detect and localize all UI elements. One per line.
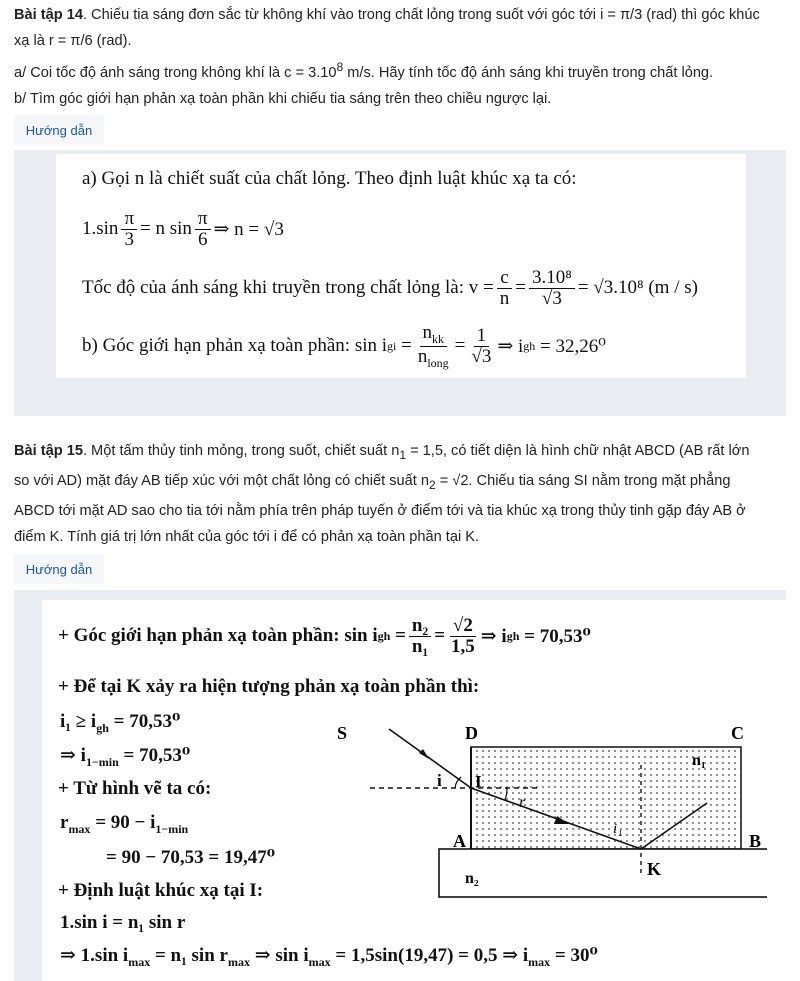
sol15-step8: + Định luật khúc xạ tại I: xyxy=(58,880,264,901)
sol15-step6: $r_{max} = 90 - i_{1-min}$ xyxy=(60,812,189,836)
label-i: i xyxy=(437,771,442,790)
sol15-step4: ⇒ $i_{1-min} = 70,53^0$ xyxy=(60,745,191,769)
liquid-layer xyxy=(439,849,767,897)
label-K: K xyxy=(647,859,662,879)
problem-14-line1: . Chiếu tia sáng đơn sắc từ không khí vào trong chất lỏng trong suốt với góc tới i = π/3 (rad) thì góc khúc xyxy=(82,7,760,23)
label-D: D xyxy=(465,725,478,743)
sol14-a-equation: 1.sin $\frac{\pi}{3}$ = n sin $\frac{\pi}{6}$ ⇒ n = √3 xyxy=(82,207,284,250)
solution-image-14 xyxy=(56,154,746,378)
solution-image-15 xyxy=(42,600,786,981)
glass-plate-diagram xyxy=(337,725,767,910)
label-n2: n₂ xyxy=(465,870,479,887)
problem-14-line2: xạ là r = π/6 (rad). xyxy=(14,33,132,49)
problem-14-title: Bài tập 14 xyxy=(14,7,83,23)
sol15-step10: ⇒ 1.sin $i_{max} = n_1$ $\sin r_{max}$ ⇒ $\sin i_{max} = 1,5\sin(19,47) = 0,5$ ⇒ $i_{max} = 30^0$ xyxy=(60,945,598,969)
sol14-speed: Tốc độ của ánh sáng khi truyền trong chất lỏng là: v = $\frac{c}{n}$ = $\frac{\text{3.10⁸}}{√3}$ = √3.10⁸ (m / s) xyxy=(82,266,698,309)
problem-14-part-b: b/ Tìm góc giới hạn phản xạ toàn phần khi chiếu tia sáng trên theo chiều ngược lại. xyxy=(14,90,552,107)
label-r: r xyxy=(519,794,526,811)
guide-button-14[interactable]: Hướng dẫn xyxy=(14,115,104,145)
sol14-a-intro: a) Gọi n là chiết suất của chất lỏng. Theo định luật khúc xạ ta có: xyxy=(82,168,577,189)
solution-panel-14 xyxy=(14,150,786,416)
incident-arrow xyxy=(419,749,429,759)
label-B: B xyxy=(749,831,762,851)
label-I: I xyxy=(475,772,482,791)
label-n1: n₁ xyxy=(692,752,706,769)
sol15-step5: + Từ hình vẽ ta có: xyxy=(58,778,212,799)
sol15-step1: + Góc giới hạn phản xạ toàn phần: sin i gh = $\frac{\text{n₂}}{\text{n₁}}$ = $\frac{√2}{1,5}$ ⇒ i gh = 70,53⁰ xyxy=(58,614,591,657)
problem-15-statement: Bài tập 15. Một tấm thủy tinh mỏng, trong suốt, chiết suất $n_1 = 1,5$, có tiết diện là hình chữ nhật ABCD (AB rất lớn so với AD) mặt đáy AB tiếp xúc với một chất lỏng có chiết suất $n_2 = √2$. Chiếu tia sáng SI nằm trong mặt phẳng ABCD tới mặt AD sao cho tia tới nằm phía trên pháp tuyến ở điểm tới và tia khúc xạ trong thủy tinh gặp đáy AB ở điểm K. Tính giá trị lớn nhất của góc tới i để có phản xạ toàn phần tại K. xyxy=(14,438,786,550)
sol14-b: b) Góc giới hạn phản xạ toàn phần: sin i gi = $\frac{n_{kk}}{n_{long}}$ = $\frac{1}{√3}$ ⇒ i gh = 32,26⁰ xyxy=(82,322,606,370)
sol15-step3: $i_1 \ge i_{gh} = 70,53^0$ xyxy=(60,711,181,735)
solution-panel-15 xyxy=(14,590,786,981)
sol15-step9: 1.sin i = n₁ sin r xyxy=(60,912,186,933)
sol15-step7: = 90 − 70,53 = 19,47⁰ xyxy=(106,847,276,868)
problem-14-statement xyxy=(14,2,786,112)
sol15-step2: + Để tại K xảy ra hiện tượng phản xạ toàn phần thì: xyxy=(58,676,480,697)
label-C: C xyxy=(731,725,744,743)
label-i1: i₁ xyxy=(613,821,623,837)
problem-15-line4: điểm K. Tính giá trị lớn nhất của góc tới i để có phản xạ toàn phần tại K. xyxy=(14,528,480,545)
problem-14-part-a: a/ Coi tốc độ ánh sáng trong không khí là $c = 3.10^8$ m/s. Hãy tính tốc độ ánh sáng khi truyền trong chất lỏng. xyxy=(14,60,714,81)
problem-15-line3: ABCD tới mặt AD sao cho tia tới nằm phía trên pháp tuyến ở điểm tới và tia khúc xạ trong thủy tinh gặp đáy AB ở xyxy=(14,502,746,519)
problem-15-title: Bài tập 15 xyxy=(14,443,83,459)
guide-button-15[interactable]: Hướng dẫn xyxy=(14,554,104,584)
label-S: S xyxy=(337,725,348,743)
label-A: A xyxy=(453,831,466,851)
